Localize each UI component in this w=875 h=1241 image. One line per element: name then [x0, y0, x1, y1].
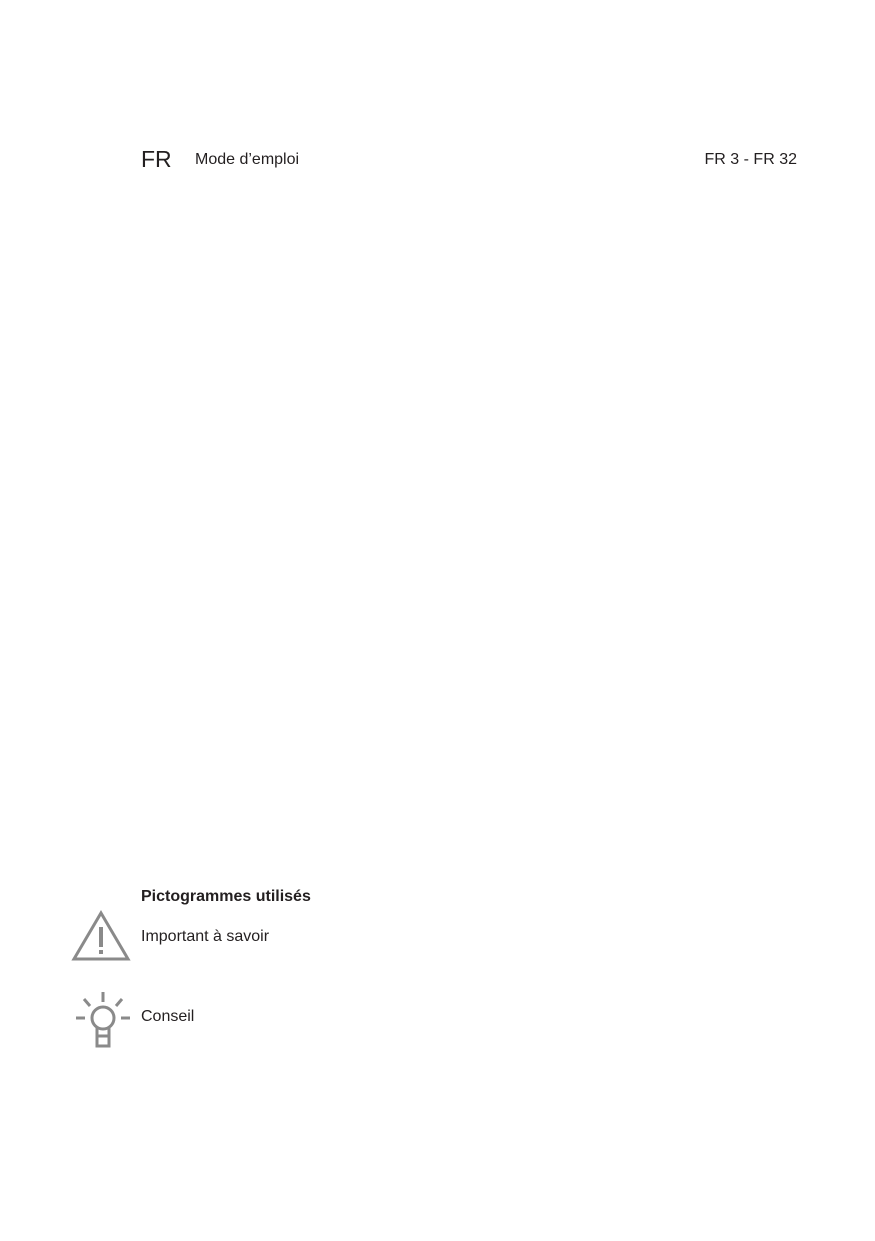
- language-code: FR: [141, 146, 172, 172]
- pictogram-legend-heading: Pictogrammes utilisés: [141, 888, 311, 905]
- lightbulb-icon: [74, 990, 132, 1055]
- document-title: Mode d’emploi: [195, 151, 300, 168]
- document-header: [141, 144, 797, 174]
- legend-item-label: Conseil: [141, 1008, 195, 1025]
- legend-item-tip: [0, 990, 875, 1050]
- legend-item-important: [0, 908, 875, 964]
- page-range: FR 3 - FR 32: [704, 151, 797, 168]
- legend-item-label: Important à savoir: [141, 928, 270, 945]
- warning-triangle-icon: [71, 910, 131, 967]
